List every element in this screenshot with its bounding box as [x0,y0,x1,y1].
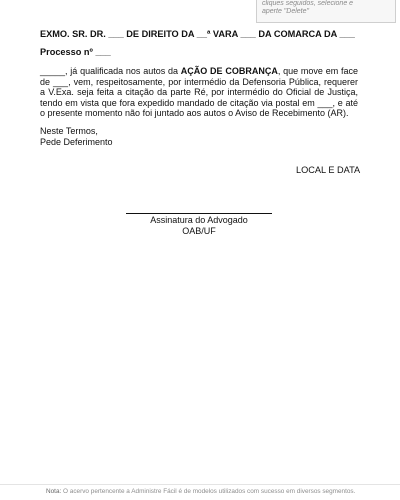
action-title: AÇÃO DE COBRANÇA [180,66,278,76]
petition-body [40,66,358,119]
document-header: EXMO. SR. DR. ___ DE DIREITO DA __ª VARA ___ DA COMARCA DA ___ [40,29,355,39]
place-and-date: LOCAL E DATA [296,165,361,175]
delete-hint-line-2: aperte "Delete" [262,8,309,15]
closing-line-terms: Neste Termos, [40,126,98,136]
petition-body-rest: , que move em face de ___, vem, respeitosamente, por intermédio da Defensoria Pública, requerer a V.Exa. seja feita a citação da parte Ré, por intermédio do Oficial de Justiça, tendo em vista que fora expedido mandado de citação via postal em ___, e até o presente momento não foi juntado aos autos o Aviso de Recebimento (AR). [40,66,358,118]
bar-registration-label: OAB/UF [182,226,216,236]
footer-note-text: O acervo pertencente a Administre Fácil é de modelos utilizados com sucesso em diversos segmentos. [61,488,356,495]
delete-hint-box [256,0,396,23]
signature-label: Assinatura do Advogado [150,215,248,225]
petition-body-intro: _____, já qualificada nos autos da [40,66,181,76]
signature-block [126,215,272,237]
footer-note [46,488,355,495]
delete-hint-line-1: cliques seguidos, selecione e [262,0,354,7]
closing-block [40,126,113,148]
footer-note-label: Nota: [46,488,62,495]
closing-line-request: Pede Deferimento [40,137,113,147]
signature-line [126,213,272,214]
process-number: Processo nº ___ [40,47,111,57]
footer-divider [0,484,400,485]
